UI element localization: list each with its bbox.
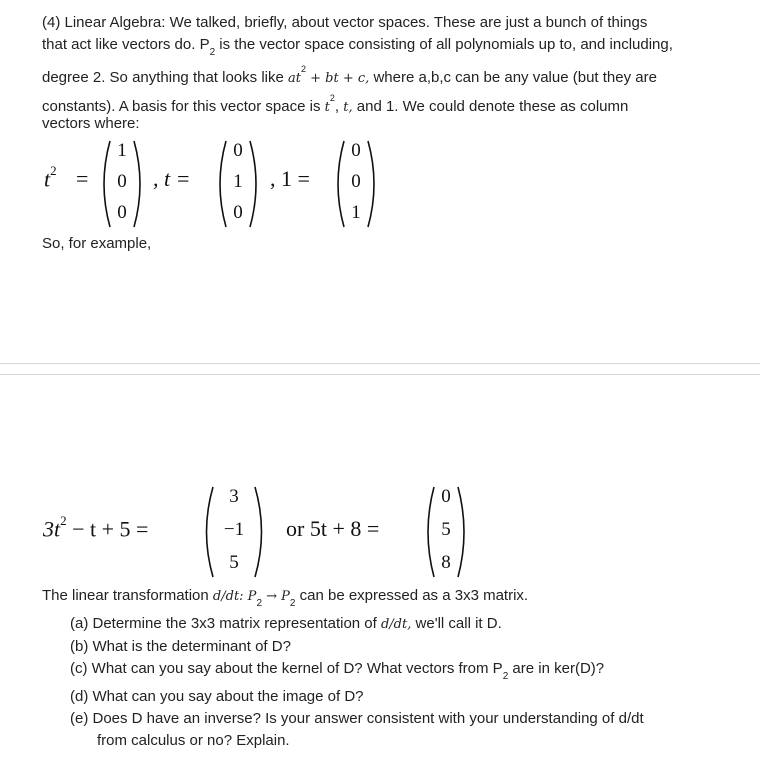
question-c-pre: (c) What can you say about the kernel of D? What vectors from P (70, 660, 503, 677)
basis-one-vector (331, 138, 381, 230)
intro-line-3 (42, 63, 657, 89)
poly-at: at (288, 71, 301, 86)
basis-t2-letter: t (44, 166, 51, 192)
vector-entry: 1 (117, 140, 127, 161)
question-c-post: are in ker(D)? (508, 660, 605, 677)
basis-t2-label (44, 163, 57, 192)
example-rest: − t + 5 = (66, 516, 149, 542)
transform-b: can be expressed as a 3x3 matrix. (295, 587, 529, 604)
example-lhs (43, 513, 149, 542)
example-exponent: 2 (60, 513, 67, 528)
basis-t2-sup: 2 (329, 93, 335, 103)
basis-equals: = (76, 166, 89, 191)
intro-line-2-b: is the vector space consisting of all polynomials up to, and including, (215, 36, 673, 53)
question-e: (e) Does D have an inverse? Is your answer consistent with your understanding of d/dt (70, 710, 644, 727)
vector-entry: 1 (233, 171, 243, 192)
intro-line-2 (42, 35, 673, 61)
intro-line-2-a: that act like vectors do. P (42, 36, 210, 53)
question-b: (b) What is the determinant of D? (70, 638, 291, 655)
question-a (70, 613, 644, 636)
transform-sub1: 2 (256, 598, 262, 609)
intro-line-4-a: constants). A basis for this vector space is (42, 98, 325, 115)
basis-comma: , (334, 98, 344, 115)
basis-t2-exponent: 2 (50, 163, 57, 178)
vector-entry: 0 (233, 140, 243, 161)
vector-entry: 0 (117, 171, 127, 192)
vector-entry: 8 (441, 552, 451, 573)
vector-entry: 3 (229, 486, 239, 507)
basis-t2-vector (97, 138, 147, 230)
vector-entry: 5 (441, 519, 451, 540)
intro-line-4-b: and 1. We could denote these as column (352, 98, 629, 115)
vector-entry: 1 (351, 202, 361, 223)
basis-one-label: , 1 = (270, 166, 310, 191)
p2-subscript: 2 (209, 47, 216, 58)
intro-line-3-a: degree 2. So anything that looks like (42, 69, 288, 86)
question-a-math: d/dt, (380, 617, 412, 632)
example-3t: 3t (43, 516, 61, 542)
example-or-label: or 5t + 8 = (286, 516, 380, 541)
basis-t2: t (324, 100, 330, 115)
vector-entry: 5 (229, 552, 239, 573)
example-vector-1 (199, 484, 269, 580)
transform-op: d/dt: P (212, 589, 257, 604)
vector-entry: 0 (117, 202, 127, 223)
transform-arrow: → P (262, 589, 290, 604)
vector-entry: 0 (351, 140, 361, 161)
question-c-sub: 2 (502, 671, 509, 682)
question-d: (d) What can you say about the image of D? (70, 688, 364, 705)
example-vector-2 (421, 484, 471, 580)
vector-entry: 0 (441, 486, 451, 507)
intro-line-1: (4) Linear Algebra: We talked, briefly, about vector spaces. These are just a bunch of things (42, 14, 648, 31)
transform-sentence (42, 586, 528, 612)
transform-sub2: 2 (289, 598, 296, 609)
poly-rest: + bt + c, (306, 71, 370, 86)
vector-entry: −1 (223, 519, 245, 540)
vector-entry: 0 (233, 202, 243, 223)
so-for-example: So, for example, (42, 235, 152, 252)
basis-t-vector (213, 138, 263, 230)
page-divider-top (0, 363, 760, 364)
intro-line-5: vectors where: (42, 115, 140, 132)
basis-t-label: , t = (153, 166, 191, 191)
question-e-continued: from calculus or no? Explain. (97, 732, 290, 749)
question-c (70, 658, 644, 686)
page-divider-bottom (0, 374, 760, 375)
poly-sup: 2 (300, 64, 306, 74)
intro-line-3-b: where a,b,c can be any value (but they are (369, 69, 657, 86)
transform-a: The linear transformation (42, 587, 213, 604)
question-a-pre: (a) Determine the 3x3 matrix representation of (70, 615, 381, 632)
question-list (70, 613, 644, 752)
vector-entry: 0 (351, 171, 361, 192)
basis-t: t, (343, 100, 353, 115)
question-a-post: we'll call it D. (411, 615, 502, 632)
